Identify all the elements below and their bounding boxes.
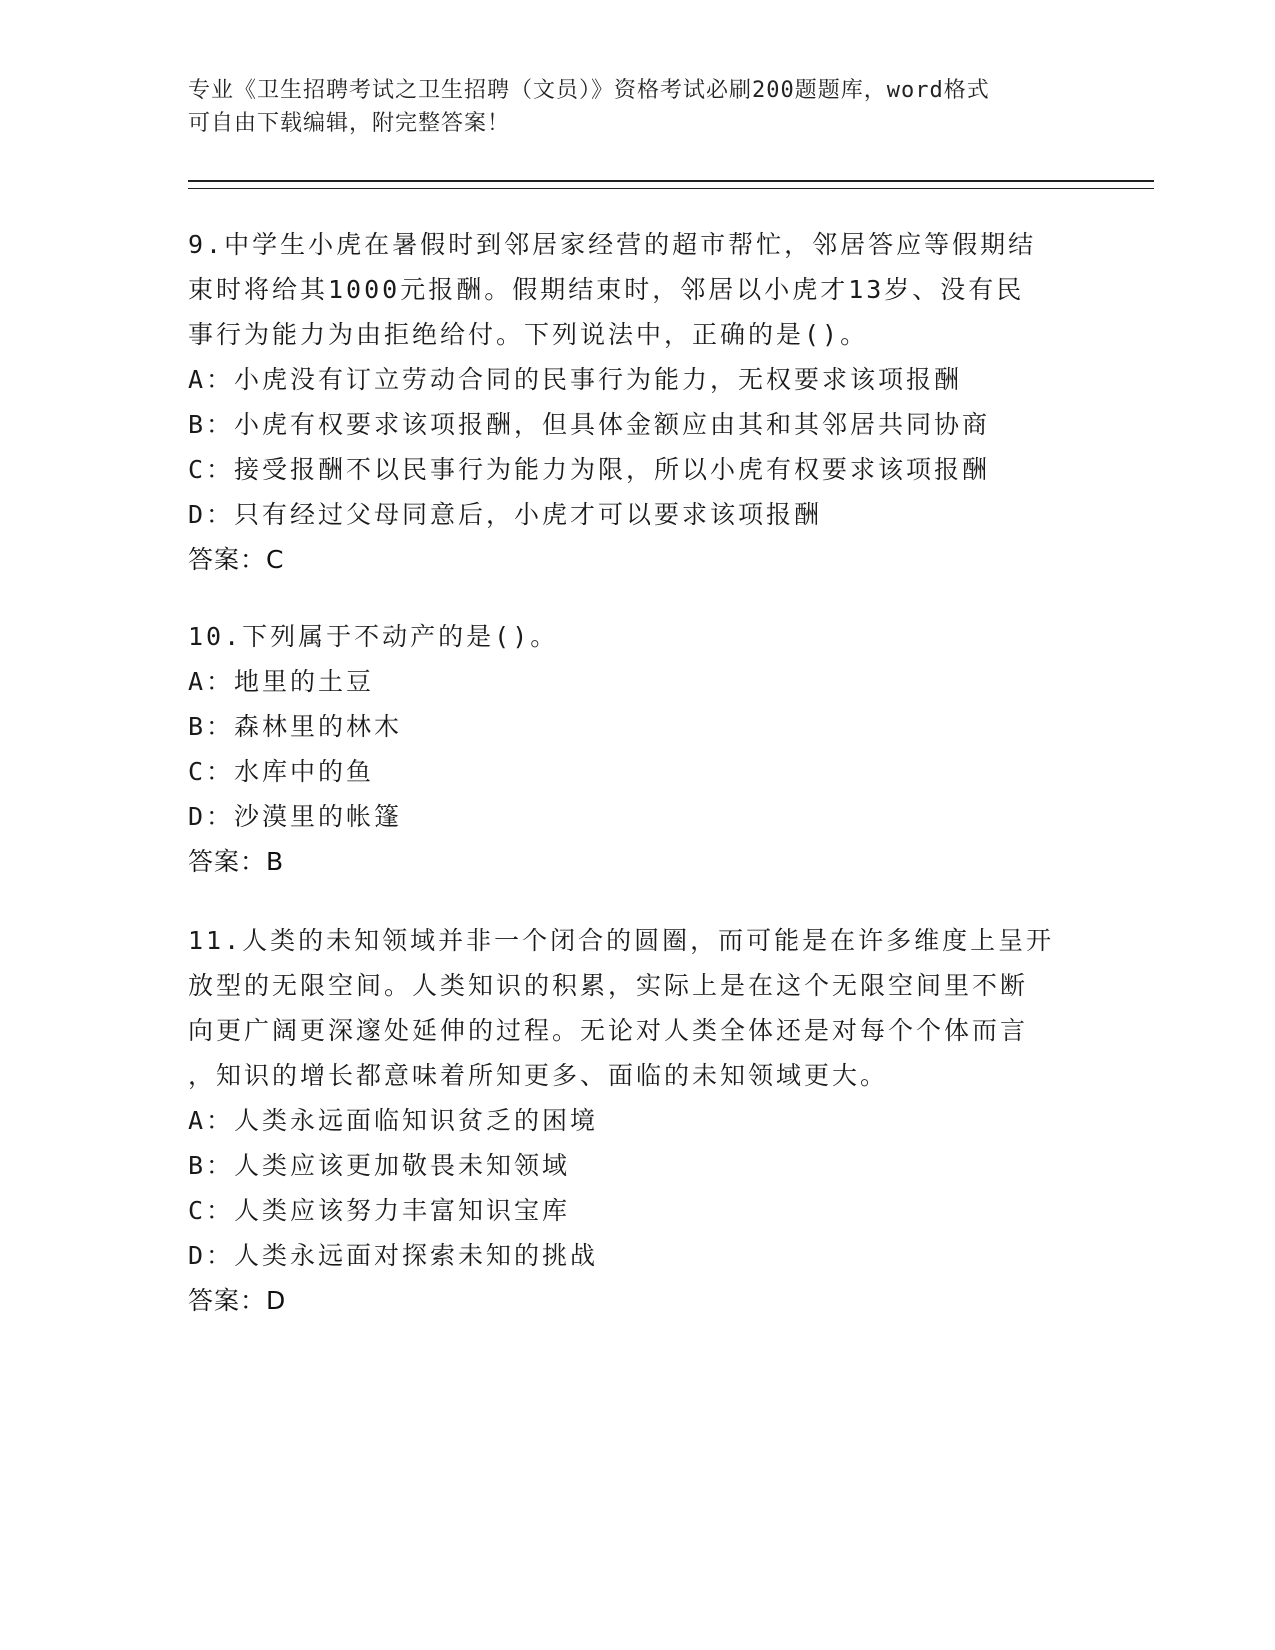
header-title-line-2: 可自由下载编辑，附完整答案！: [188, 111, 511, 136]
question-9: [188, 222, 1088, 582]
answer-label: 答案：C: [188, 545, 285, 574]
option-d: D：人类永远面对探索未知的挑战: [188, 1241, 599, 1270]
option-b: B：森林里的林木: [188, 712, 403, 741]
option-b: B：人类应该更加敬畏未知领域: [188, 1151, 571, 1180]
option-d: D：只有经过父母同意后，小虎才可以要求该项报酬: [188, 500, 823, 529]
option-c: C：人类应该努力丰富知识宝库: [188, 1196, 571, 1225]
question-text-line: 事行为能力为由拒绝给付。下列说法中，正确的是()。: [188, 320, 869, 349]
question-text-line: 11.人类的未知领域并非一个闭合的圆圈，而可能是在许多维度上呈开: [188, 926, 1055, 955]
option-b: B：小虎有权要求该项报酬，但具体金额应由其和其邻居共同协商: [188, 410, 991, 439]
question-text-line: 9.中学生小虎在暑假时到邻居家经营的超市帮忙，邻居答应等假期结: [188, 230, 1037, 259]
option-a: A：小虎没有订立劳动合同的民事行为能力，无权要求该项报酬: [188, 365, 963, 394]
question-11: [188, 918, 1088, 1323]
question-text-line: 束时将给其1000元报酬。假期结束时，邻居以小虎才13岁、没有民: [188, 275, 1025, 304]
question-text-line: 10.下列属于不动产的是()。: [188, 622, 559, 651]
question-text-line: ，知识的增长都意味着所知更多、面临的未知领域更大。: [188, 1061, 889, 1090]
answer-label: 答案：B: [188, 847, 285, 876]
option-a: A：地里的土豆: [188, 667, 375, 696]
question-10: [188, 614, 1088, 884]
question-text-line: 向更广阔更深邃处延伸的过程。无论对人类全体还是对每个个体而言: [188, 1016, 1029, 1045]
question-text-line: 放型的无限空间。人类知识的积累，实际上是在这个无限空间里不断: [188, 971, 1029, 1000]
option-c: C：水库中的鱼: [188, 757, 375, 786]
document-header: [188, 74, 1088, 140]
option-c: C：接受报酬不以民事行为能力为限，所以小虎有权要求该项报酬: [188, 455, 991, 484]
answer-label: 答案：D: [188, 1286, 287, 1315]
header-divider: [188, 180, 1154, 189]
option-a: A：人类永远面临知识贫乏的困境: [188, 1106, 599, 1135]
header-title-line-1: 专业《卫生招聘考试之卫生招聘（文员）》资格考试必刷200题题库，word格式: [188, 78, 990, 103]
option-d: D：沙漠里的帐篷: [188, 802, 403, 831]
